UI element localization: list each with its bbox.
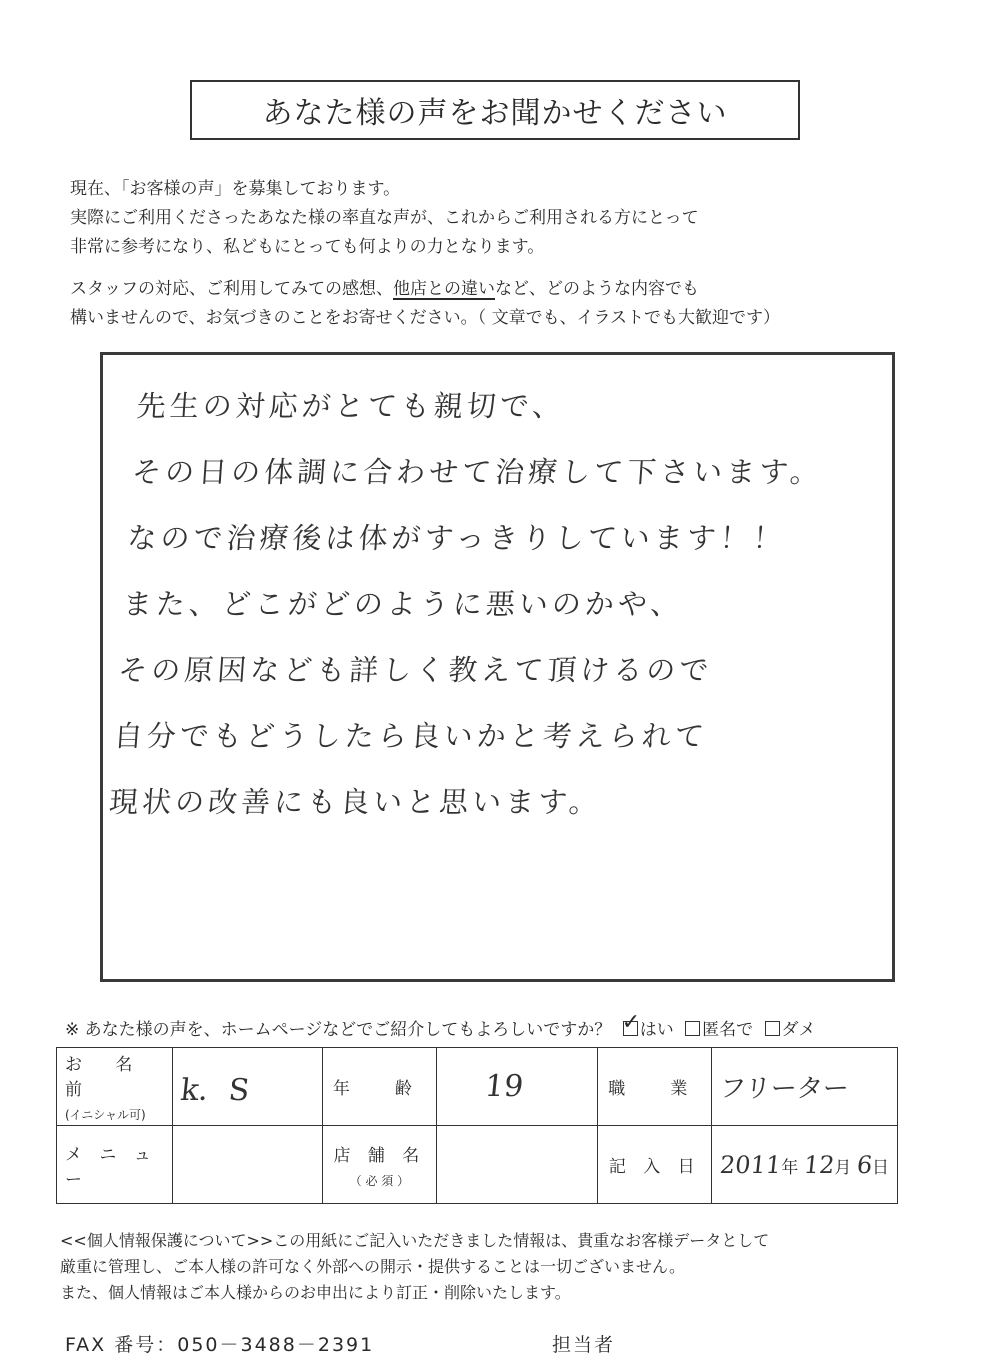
- option-anonymous-label: 匿名で: [702, 1020, 754, 1040]
- comment-line: 先生の対応がとても親切で、: [135, 389, 567, 423]
- job-label-cell: [598, 1048, 712, 1126]
- age-label: 年 齢: [332, 1079, 426, 1099]
- date-value-cell[interactable]: [712, 1126, 898, 1204]
- comment-line: なので治療後は体がすっきりしています！！: [126, 521, 788, 555]
- job-value-cell[interactable]: [712, 1048, 898, 1126]
- day-unit: 日: [872, 1157, 889, 1178]
- name-value-cell[interactable]: [173, 1048, 323, 1126]
- checkbox-yes[interactable]: [621, 1010, 641, 1036]
- month-unit: 月: [834, 1157, 852, 1178]
- page-title: [190, 80, 800, 140]
- checkbox-anonymous[interactable]: [685, 1021, 700, 1036]
- fax-number: FAX 番号：050－3488－2391: [65, 1334, 375, 1356]
- job-label: 職 業: [608, 1079, 702, 1099]
- comment-line: 現状の改善にも良いと思います。: [107, 785, 604, 819]
- age-value: 19: [483, 1069, 525, 1104]
- customer-info-table: [56, 1047, 898, 1204]
- name-value: k．S: [178, 1072, 252, 1108]
- handwritten-comment: [107, 373, 889, 835]
- comment-line: 自分でもどうしたら良いかと考えられて: [112, 719, 709, 753]
- comment-line: また、どこがどのように悪いのかや、: [121, 587, 685, 621]
- age-value-cell[interactable]: [436, 1048, 597, 1126]
- intro-line: [70, 275, 780, 304]
- store-value-cell[interactable]: [436, 1126, 597, 1204]
- name-sublabel: (イニシャル可): [65, 1108, 146, 1122]
- store-sublabel: （ 必 須 ）: [349, 1173, 410, 1188]
- year-unit: 年: [781, 1157, 799, 1178]
- intro-text: スタッフの対応、ご利用してみての感想、: [70, 279, 393, 299]
- intro-line: 実際にご利用くださったあなた様の率直な声が、これからご利用される方にとって: [70, 208, 699, 228]
- date-month: 12: [802, 1150, 836, 1179]
- menu-value-cell[interactable]: [173, 1126, 323, 1204]
- privacy-notice: [60, 1228, 769, 1306]
- intro-paragraph-2: [70, 275, 780, 333]
- option-no-label: ダメ: [781, 1020, 816, 1040]
- age-label-cell: [322, 1048, 436, 1126]
- menu-label-cell: [57, 1126, 173, 1204]
- name-label: お 名 前: [65, 1055, 147, 1100]
- option-yes-label: はい: [639, 1020, 674, 1040]
- consent-question-text: ※ あなた様の声を、ホームページなどでご紹介してもよろしいですか？: [65, 1020, 612, 1040]
- underlined-text: 他店との違い: [393, 279, 495, 299]
- checkmark-icon: ✓: [621, 1010, 641, 1035]
- privacy-line: また、個人情報はご本人様からのお申出により訂正・削除いたします。: [60, 1283, 571, 1302]
- menu-label: メ ニ ュ ー: [65, 1144, 157, 1190]
- date-day: 6: [855, 1150, 874, 1179]
- job-value: フリーター: [718, 1074, 851, 1104]
- comment-line: その原因なども詳しく教えて頂けるので: [117, 653, 714, 687]
- intro-line: 構いませんので、お気づきのことをお寄せください。（ 文章でも、イラストでも大歓迎です）: [70, 308, 781, 328]
- comment-line: その日の体調に合わせて治療して下さいます。: [131, 455, 825, 489]
- store-label-cell: [322, 1126, 436, 1204]
- privacy-line: 厳重に管理し、ご本人様の許可なく外部への開示・提供することは一切ございません。: [60, 1257, 685, 1276]
- intro-line: 非常に参考になり、私どもにとっても何よりの力となります。: [70, 237, 545, 257]
- page-title-text: あなた様の声をお聞かせください: [262, 96, 728, 131]
- date-label: 記 入 日: [608, 1157, 701, 1177]
- checkbox-no[interactable]: [765, 1021, 780, 1036]
- staff-label: 担当者: [552, 1334, 616, 1356]
- date-year: 2011: [718, 1150, 783, 1179]
- intro-line: 現在、「お客様の声」を募集しております。: [70, 179, 401, 199]
- store-label: 店 舗 名: [333, 1145, 426, 1166]
- intro-text: など、どのような内容でも: [495, 279, 699, 299]
- intro-paragraph-1: [70, 175, 699, 262]
- consent-question: [65, 1010, 816, 1040]
- comment-box[interactable]: [100, 352, 895, 982]
- name-label-cell: [57, 1048, 173, 1126]
- date-label-cell: [598, 1126, 712, 1204]
- privacy-line: <<個人情報保護について>>この用紙にご記入いただきました情報は、貴重なお客様データとして: [60, 1231, 770, 1250]
